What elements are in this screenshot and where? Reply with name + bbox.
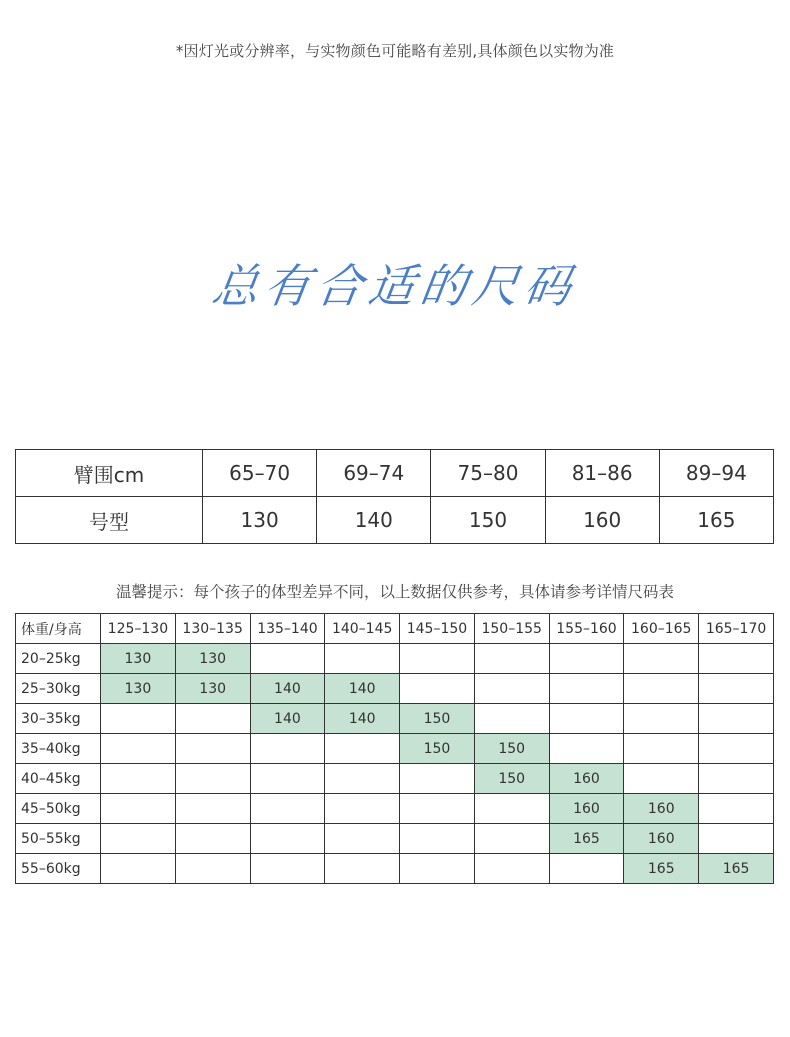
table-cell: 160 <box>545 497 659 544</box>
table-cell <box>549 734 624 764</box>
table-cell: 165 <box>699 854 774 884</box>
table-cell: 130 <box>101 644 176 674</box>
table-cell <box>400 764 475 794</box>
table-cell <box>474 644 549 674</box>
table-cell <box>699 794 774 824</box>
table-cell <box>699 764 774 794</box>
column-header: 165–170 <box>699 614 774 644</box>
table-cell <box>474 704 549 734</box>
table-cell: 160 <box>549 764 624 794</box>
table-cell <box>549 674 624 704</box>
table-cell: 140 <box>317 497 431 544</box>
row-header: 50–55kg <box>16 824 101 854</box>
table-cell: 150 <box>474 734 549 764</box>
table-cell <box>175 824 250 854</box>
row-header: 55–60kg <box>16 854 101 884</box>
table-cell: 130 <box>203 497 317 544</box>
column-header: 155–160 <box>549 614 624 644</box>
table-cell: 160 <box>624 794 699 824</box>
table-cell <box>474 674 549 704</box>
table-cell <box>325 764 400 794</box>
table-cell: 65–70 <box>203 450 317 497</box>
table-cell: 130 <box>101 674 176 704</box>
column-header: 135–140 <box>250 614 325 644</box>
table-cell <box>474 794 549 824</box>
table-cell <box>325 734 400 764</box>
table-cell: 160 <box>624 824 699 854</box>
table-cell <box>699 704 774 734</box>
table-cell <box>250 794 325 824</box>
table-cell: 75–80 <box>431 450 545 497</box>
table-cell <box>101 794 176 824</box>
table-cell: 150 <box>474 764 549 794</box>
table-cell <box>400 674 475 704</box>
table-row <box>16 734 774 764</box>
table-cell <box>101 854 176 884</box>
table-row <box>16 450 774 497</box>
table-cell <box>699 674 774 704</box>
size-tip: 温馨提示：每个孩子的体型差异不同，以上数据仅供参考，具体请参考详情尺码表 <box>115 583 674 601</box>
column-header: 160–165 <box>624 614 699 644</box>
row-header: 30–35kg <box>16 704 101 734</box>
row-header: 25–30kg <box>16 674 101 704</box>
table-row <box>16 497 774 544</box>
table-cell <box>250 734 325 764</box>
table-row <box>16 824 774 854</box>
table-cell <box>624 764 699 794</box>
table-cell: 165 <box>659 497 773 544</box>
table-cell <box>175 704 250 734</box>
table-cell <box>325 824 400 854</box>
table-cell <box>250 644 325 674</box>
table-cell <box>400 644 475 674</box>
table-cell <box>101 704 176 734</box>
table-cell: 165 <box>624 854 699 884</box>
table-cell <box>624 734 699 764</box>
row-header: 45–50kg <box>16 794 101 824</box>
table-cell: 140 <box>325 674 400 704</box>
table-cell <box>624 674 699 704</box>
table-cell <box>474 854 549 884</box>
table-cell: 140 <box>325 704 400 734</box>
table-cell <box>101 824 176 854</box>
table-cell: 165 <box>549 824 624 854</box>
table-cell: 69–74 <box>317 450 431 497</box>
table-row <box>16 704 774 734</box>
table-cell <box>101 734 176 764</box>
table-cell <box>250 764 325 794</box>
column-header: 145–150 <box>400 614 475 644</box>
table-cell: 81–86 <box>545 450 659 497</box>
table-cell <box>325 854 400 884</box>
column-header: 130–135 <box>175 614 250 644</box>
table-cell: 160 <box>549 794 624 824</box>
table-cell <box>400 824 475 854</box>
row-header: 35–40kg <box>16 734 101 764</box>
table-cell: 140 <box>250 704 325 734</box>
table-header-row <box>16 614 774 644</box>
row-header: 臂围cm <box>16 450 203 497</box>
corner-header: 体重/身高 <box>16 614 101 644</box>
table-cell <box>549 644 624 674</box>
table-cell <box>699 644 774 674</box>
column-header: 125–130 <box>101 614 176 644</box>
table-row <box>16 644 774 674</box>
column-header: 140–145 <box>325 614 400 644</box>
table-cell <box>101 764 176 794</box>
column-header: 150–155 <box>474 614 549 644</box>
table-cell <box>624 644 699 674</box>
table-row <box>16 794 774 824</box>
table-cell: 150 <box>431 497 545 544</box>
table-cell: 140 <box>250 674 325 704</box>
table-cell: 89–94 <box>659 450 773 497</box>
table-cell: 130 <box>175 674 250 704</box>
row-header: 40–45kg <box>16 764 101 794</box>
table-cell <box>325 794 400 824</box>
weight-height-size-table <box>15 613 774 884</box>
table-cell <box>175 764 250 794</box>
table-row <box>16 854 774 884</box>
row-header: 20–25kg <box>16 644 101 674</box>
table-cell <box>549 704 624 734</box>
row-header: 号型 <box>16 497 203 544</box>
table-cell <box>400 794 475 824</box>
table-cell: 130 <box>175 644 250 674</box>
table-cell: 150 <box>400 734 475 764</box>
table-cell <box>175 794 250 824</box>
table-cell <box>699 824 774 854</box>
table-cell <box>175 734 250 764</box>
handwritten-title: 总有合适的尺码 <box>208 259 581 313</box>
table-cell <box>175 854 250 884</box>
table-cell <box>624 704 699 734</box>
table-cell <box>400 854 475 884</box>
table-cell <box>699 734 774 764</box>
table-cell <box>474 824 549 854</box>
table-row <box>16 764 774 794</box>
table-cell <box>549 854 624 884</box>
arm-size-table <box>15 449 774 544</box>
table-cell <box>250 824 325 854</box>
color-disclaimer: *因灯光或分辨率，与实物颜色可能略有差别,具体颜色以实物为准 <box>175 42 615 60</box>
table-cell: 150 <box>400 704 475 734</box>
table-row <box>16 674 774 704</box>
table-cell <box>250 854 325 884</box>
table-cell <box>325 644 400 674</box>
